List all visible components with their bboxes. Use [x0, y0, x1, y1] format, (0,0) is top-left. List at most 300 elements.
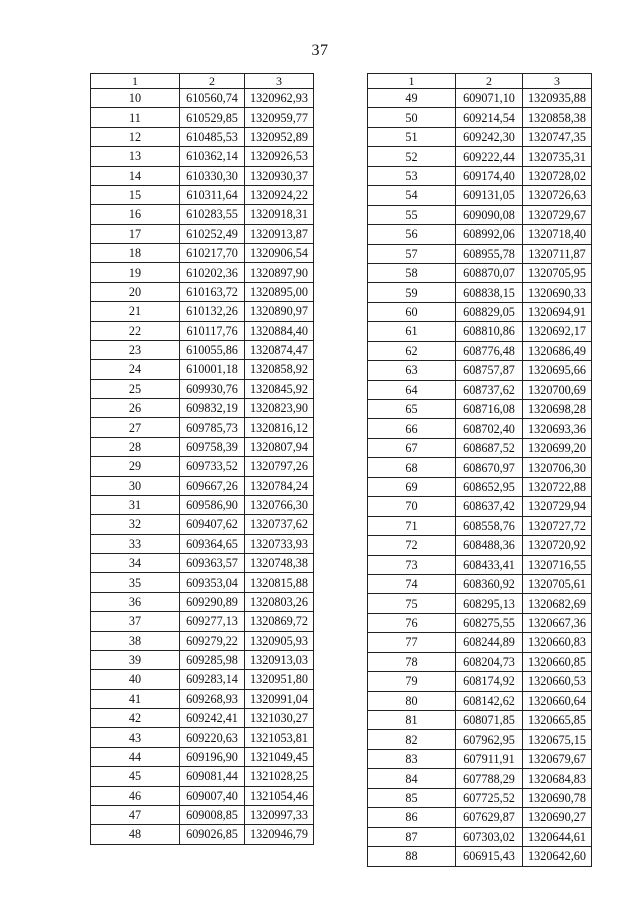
table-row	[91, 340, 314, 359]
point-number-cell: 47	[91, 805, 180, 824]
y-coordinate-cell: 1320926,53	[245, 147, 314, 166]
point-number-cell: 71	[368, 516, 456, 535]
point-number-cell: 49	[368, 89, 456, 108]
y-coordinate-cell: 1320823,90	[245, 399, 314, 418]
table-row	[91, 709, 314, 728]
table-row	[368, 438, 592, 457]
point-number-cell: 60	[368, 302, 456, 321]
y-coordinate-cell: 1320906,54	[245, 244, 314, 263]
y-coordinate-cell: 1321049,45	[245, 747, 314, 766]
y-coordinate-cell: 1320784,24	[245, 476, 314, 495]
y-coordinate-cell: 1320727,72	[523, 516, 592, 535]
x-coordinate-cell: 609242,41	[180, 709, 245, 728]
point-number-cell: 63	[368, 361, 456, 380]
x-coordinate-cell: 608776,48	[456, 341, 523, 360]
x-coordinate-cell: 610362,14	[180, 147, 245, 166]
x-coordinate-cell: 609586,90	[180, 495, 245, 514]
x-coordinate-cell: 608757,87	[456, 361, 523, 380]
x-coordinate-cell: 608955,78	[456, 244, 523, 263]
table-row	[368, 419, 592, 438]
point-number-cell: 23	[91, 340, 180, 359]
x-coordinate-cell: 609268,93	[180, 689, 245, 708]
y-coordinate-cell: 1320913,87	[245, 224, 314, 243]
y-coordinate-cell: 1320690,33	[523, 283, 592, 302]
point-number-cell: 22	[91, 321, 180, 340]
point-number-cell: 52	[368, 147, 456, 166]
y-coordinate-cell: 1320737,62	[245, 515, 314, 534]
y-coordinate-cell: 1320690,78	[523, 788, 592, 807]
point-number-cell: 74	[368, 574, 456, 593]
table-row	[91, 554, 314, 573]
point-number-cell: 13	[91, 147, 180, 166]
x-coordinate-cell: 609364,65	[180, 534, 245, 553]
point-number-cell: 58	[368, 263, 456, 282]
table-row	[91, 631, 314, 650]
y-coordinate-cell: 1321030,27	[245, 709, 314, 728]
y-coordinate-cell: 1320692,17	[523, 322, 592, 341]
y-coordinate-cell: 1320807,94	[245, 437, 314, 456]
table-row	[91, 728, 314, 747]
point-number-cell: 27	[91, 418, 180, 437]
x-coordinate-cell: 607788,29	[456, 769, 523, 788]
x-coordinate-cell: 610202,36	[180, 263, 245, 282]
column-header-y: 3	[245, 74, 314, 89]
column-header-number: 1	[368, 74, 456, 89]
table-row	[91, 302, 314, 321]
point-number-cell: 84	[368, 769, 456, 788]
table-row	[91, 573, 314, 592]
table-row	[91, 592, 314, 611]
y-coordinate-cell: 1320679,67	[523, 749, 592, 768]
y-coordinate-cell: 1320991,04	[245, 689, 314, 708]
table-row	[91, 224, 314, 243]
table-row	[91, 205, 314, 224]
y-coordinate-cell: 1320726,63	[523, 186, 592, 205]
y-coordinate-cell: 1320716,55	[523, 555, 592, 574]
point-number-cell: 40	[91, 670, 180, 689]
table-row	[91, 670, 314, 689]
table-row	[91, 437, 314, 456]
point-number-cell: 51	[368, 127, 456, 146]
x-coordinate-cell: 608071,85	[456, 711, 523, 730]
x-coordinate-cell: 606915,43	[456, 847, 523, 866]
x-coordinate-cell: 609081,44	[180, 767, 245, 786]
table-row	[368, 283, 592, 302]
table-row	[91, 166, 314, 185]
table-row	[91, 399, 314, 418]
x-coordinate-cell: 610117,76	[180, 321, 245, 340]
table-row	[91, 767, 314, 786]
y-coordinate-cell: 1320699,20	[523, 438, 592, 457]
y-coordinate-cell: 1321054,46	[245, 786, 314, 805]
table-row	[91, 476, 314, 495]
table-row	[91, 534, 314, 553]
table-header-row	[91, 74, 314, 89]
y-coordinate-cell: 1320718,40	[523, 225, 592, 244]
y-coordinate-cell: 1320693,36	[523, 419, 592, 438]
point-number-cell: 26	[91, 399, 180, 418]
y-coordinate-cell: 1320711,87	[523, 244, 592, 263]
point-number-cell: 39	[91, 650, 180, 669]
point-number-cell: 38	[91, 631, 180, 650]
y-coordinate-cell: 1320951,80	[245, 670, 314, 689]
point-number-cell: 68	[368, 458, 456, 477]
table-row	[368, 127, 592, 146]
x-coordinate-cell: 609279,22	[180, 631, 245, 650]
table-row	[368, 205, 592, 224]
x-coordinate-cell: 608702,40	[456, 419, 523, 438]
table-row	[368, 225, 592, 244]
x-coordinate-cell: 609832,19	[180, 399, 245, 418]
table-row	[91, 457, 314, 476]
x-coordinate-cell: 609007,40	[180, 786, 245, 805]
point-number-cell: 14	[91, 166, 180, 185]
y-coordinate-cell: 1320644,61	[523, 827, 592, 846]
y-coordinate-cell: 1320735,31	[523, 147, 592, 166]
y-coordinate-cell: 1320959,77	[245, 108, 314, 127]
y-coordinate-cell: 1320660,53	[523, 672, 592, 691]
x-coordinate-cell: 609290,89	[180, 592, 245, 611]
x-coordinate-cell: 609071,10	[456, 89, 523, 108]
point-number-cell: 12	[91, 127, 180, 146]
x-coordinate-cell: 608360,92	[456, 574, 523, 593]
x-coordinate-cell: 608716,08	[456, 400, 523, 419]
table-row	[91, 825, 314, 844]
coordinates-table-left	[90, 73, 314, 845]
table-row	[368, 652, 592, 671]
point-number-cell: 48	[91, 825, 180, 844]
x-coordinate-cell: 609353,04	[180, 573, 245, 592]
table-row	[91, 786, 314, 805]
x-coordinate-cell: 609285,98	[180, 650, 245, 669]
point-number-cell: 11	[91, 108, 180, 127]
point-number-cell: 19	[91, 263, 180, 282]
point-number-cell: 25	[91, 379, 180, 398]
x-coordinate-cell: 610560,74	[180, 89, 245, 108]
table-row	[368, 555, 592, 574]
x-coordinate-cell: 609733,52	[180, 457, 245, 476]
x-coordinate-cell: 610001,18	[180, 360, 245, 379]
point-number-cell: 57	[368, 244, 456, 263]
table-row	[91, 147, 314, 166]
point-number-cell: 18	[91, 244, 180, 263]
point-number-cell: 64	[368, 380, 456, 399]
column-header-x: 2	[180, 74, 245, 89]
point-number-cell: 62	[368, 341, 456, 360]
point-number-cell: 66	[368, 419, 456, 438]
point-number-cell: 33	[91, 534, 180, 553]
point-number-cell: 35	[91, 573, 180, 592]
point-number-cell: 10	[91, 89, 180, 108]
table-row	[368, 536, 592, 555]
y-coordinate-cell: 1320665,85	[523, 711, 592, 730]
y-coordinate-cell: 1320660,83	[523, 633, 592, 652]
table-row	[91, 185, 314, 204]
point-number-cell: 30	[91, 476, 180, 495]
point-number-cell: 59	[368, 283, 456, 302]
point-number-cell: 21	[91, 302, 180, 321]
y-coordinate-cell: 1320890,97	[245, 302, 314, 321]
point-number-cell: 88	[368, 847, 456, 866]
x-coordinate-cell: 609026,85	[180, 825, 245, 844]
table-row	[91, 689, 314, 708]
column-header-y: 3	[523, 74, 592, 89]
x-coordinate-cell: 608142,62	[456, 691, 523, 710]
table-row	[368, 147, 592, 166]
y-coordinate-cell: 1320895,00	[245, 282, 314, 301]
y-coordinate-cell: 1320905,93	[245, 631, 314, 650]
table-row	[368, 613, 592, 632]
column-header-x: 2	[456, 74, 523, 89]
point-number-cell: 15	[91, 185, 180, 204]
x-coordinate-cell: 607962,95	[456, 730, 523, 749]
point-number-cell: 75	[368, 594, 456, 613]
table-row	[91, 495, 314, 514]
x-coordinate-cell: 609283,14	[180, 670, 245, 689]
x-coordinate-cell: 608204,73	[456, 652, 523, 671]
y-coordinate-cell: 1320733,93	[245, 534, 314, 553]
x-coordinate-cell: 609785,73	[180, 418, 245, 437]
x-coordinate-cell: 609222,44	[456, 147, 523, 166]
table-row	[368, 400, 592, 419]
table-row	[368, 633, 592, 652]
table-row	[91, 244, 314, 263]
table-row	[91, 127, 314, 146]
point-number-cell: 55	[368, 205, 456, 224]
x-coordinate-cell: 607725,52	[456, 788, 523, 807]
table-row	[368, 477, 592, 496]
x-coordinate-cell: 607303,02	[456, 827, 523, 846]
point-number-cell: 80	[368, 691, 456, 710]
x-coordinate-cell: 610217,70	[180, 244, 245, 263]
point-number-cell: 41	[91, 689, 180, 708]
x-coordinate-cell: 608838,15	[456, 283, 523, 302]
x-coordinate-cell: 608829,05	[456, 302, 523, 321]
point-number-cell: 16	[91, 205, 180, 224]
y-coordinate-cell: 1320729,67	[523, 205, 592, 224]
point-number-cell: 83	[368, 749, 456, 768]
y-coordinate-cell: 1320729,94	[523, 497, 592, 516]
x-coordinate-cell: 609930,76	[180, 379, 245, 398]
point-number-cell: 28	[91, 437, 180, 456]
x-coordinate-cell: 608244,89	[456, 633, 523, 652]
table-row	[368, 108, 592, 127]
x-coordinate-cell: 607629,87	[456, 808, 523, 827]
x-coordinate-cell: 608295,13	[456, 594, 523, 613]
table-row	[368, 594, 592, 613]
point-number-cell: 86	[368, 808, 456, 827]
point-number-cell: 43	[91, 728, 180, 747]
table-row	[368, 341, 592, 360]
x-coordinate-cell: 608488,36	[456, 536, 523, 555]
table-row	[368, 244, 592, 263]
table-header-row	[368, 74, 592, 89]
y-coordinate-cell: 1320858,38	[523, 108, 592, 127]
table-row	[368, 302, 592, 321]
table-row	[368, 769, 592, 788]
y-coordinate-cell: 1321053,81	[245, 728, 314, 747]
point-number-cell: 81	[368, 711, 456, 730]
table-row	[91, 360, 314, 379]
x-coordinate-cell: 608992,06	[456, 225, 523, 244]
y-coordinate-cell: 1320698,28	[523, 400, 592, 419]
x-coordinate-cell: 609214,54	[456, 108, 523, 127]
point-number-cell: 65	[368, 400, 456, 419]
x-coordinate-cell: 607911,91	[456, 749, 523, 768]
x-coordinate-cell: 608670,97	[456, 458, 523, 477]
table-row	[368, 380, 592, 399]
x-coordinate-cell: 609277,13	[180, 612, 245, 631]
x-coordinate-cell: 608810,86	[456, 322, 523, 341]
point-number-cell: 67	[368, 438, 456, 457]
point-number-cell: 34	[91, 554, 180, 573]
table-row	[91, 108, 314, 127]
x-coordinate-cell: 610485,53	[180, 127, 245, 146]
table-row	[368, 497, 592, 516]
x-coordinate-cell: 609242,30	[456, 127, 523, 146]
x-coordinate-cell: 608558,76	[456, 516, 523, 535]
x-coordinate-cell: 609131,05	[456, 186, 523, 205]
table-row	[91, 263, 314, 282]
x-coordinate-cell: 610252,49	[180, 224, 245, 243]
x-coordinate-cell: 608687,52	[456, 438, 523, 457]
table-row	[368, 730, 592, 749]
table-row	[368, 672, 592, 691]
y-coordinate-cell: 1320845,92	[245, 379, 314, 398]
point-number-cell: 37	[91, 612, 180, 631]
y-coordinate-cell: 1321028,25	[245, 767, 314, 786]
table-row	[91, 418, 314, 437]
y-coordinate-cell: 1320884,40	[245, 321, 314, 340]
x-coordinate-cell: 608433,41	[456, 555, 523, 574]
table-row	[368, 827, 592, 846]
table-row	[368, 166, 592, 185]
y-coordinate-cell: 1320997,33	[245, 805, 314, 824]
y-coordinate-cell: 1320874,47	[245, 340, 314, 359]
point-number-cell: 61	[368, 322, 456, 341]
point-number-cell: 24	[91, 360, 180, 379]
x-coordinate-cell: 609363,57	[180, 554, 245, 573]
x-coordinate-cell: 610529,85	[180, 108, 245, 127]
y-coordinate-cell: 1320700,69	[523, 380, 592, 399]
y-coordinate-cell: 1320682,69	[523, 594, 592, 613]
table-row	[368, 691, 592, 710]
y-coordinate-cell: 1320930,37	[245, 166, 314, 185]
y-coordinate-cell: 1320667,36	[523, 613, 592, 632]
table-row	[91, 612, 314, 631]
point-number-cell: 87	[368, 827, 456, 846]
y-coordinate-cell: 1320722,88	[523, 477, 592, 496]
table-row	[368, 847, 592, 866]
point-number-cell: 44	[91, 747, 180, 766]
page-number: 37	[311, 42, 329, 59]
table-row	[368, 808, 592, 827]
point-number-cell: 31	[91, 495, 180, 514]
x-coordinate-cell: 610330,30	[180, 166, 245, 185]
table-row	[368, 458, 592, 477]
point-number-cell: 69	[368, 477, 456, 496]
point-number-cell: 46	[91, 786, 180, 805]
y-coordinate-cell: 1320815,88	[245, 573, 314, 592]
x-coordinate-cell: 608174,92	[456, 672, 523, 691]
point-number-cell: 79	[368, 672, 456, 691]
y-coordinate-cell: 1320728,02	[523, 166, 592, 185]
y-coordinate-cell: 1320705,95	[523, 263, 592, 282]
table-row	[368, 361, 592, 380]
point-number-cell: 73	[368, 555, 456, 574]
column-header-number: 1	[91, 74, 180, 89]
x-coordinate-cell: 609220,63	[180, 728, 245, 747]
y-coordinate-cell: 1320706,30	[523, 458, 592, 477]
y-coordinate-cell: 1320952,89	[245, 127, 314, 146]
point-number-cell: 54	[368, 186, 456, 205]
y-coordinate-cell: 1320816,12	[245, 418, 314, 437]
point-number-cell: 42	[91, 709, 180, 728]
point-number-cell: 50	[368, 108, 456, 127]
point-number-cell: 53	[368, 166, 456, 185]
table-row	[91, 379, 314, 398]
y-coordinate-cell: 1320766,30	[245, 495, 314, 514]
point-number-cell: 45	[91, 767, 180, 786]
y-coordinate-cell: 1320694,91	[523, 302, 592, 321]
y-coordinate-cell: 1320858,92	[245, 360, 314, 379]
point-number-cell: 76	[368, 613, 456, 632]
x-coordinate-cell: 609196,90	[180, 747, 245, 766]
x-coordinate-cell: 608737,62	[456, 380, 523, 399]
x-coordinate-cell: 610132,26	[180, 302, 245, 321]
y-coordinate-cell: 1320869,72	[245, 612, 314, 631]
x-coordinate-cell: 609174,40	[456, 166, 523, 185]
table-row	[91, 747, 314, 766]
y-coordinate-cell: 1320705,61	[523, 574, 592, 593]
y-coordinate-cell: 1320924,22	[245, 185, 314, 204]
table-row	[91, 321, 314, 340]
y-coordinate-cell: 1320684,83	[523, 769, 592, 788]
table-row	[368, 516, 592, 535]
x-coordinate-cell: 608652,95	[456, 477, 523, 496]
y-coordinate-cell: 1320747,35	[523, 127, 592, 146]
point-number-cell: 77	[368, 633, 456, 652]
x-coordinate-cell: 608637,42	[456, 497, 523, 516]
table-row	[368, 263, 592, 282]
point-number-cell: 17	[91, 224, 180, 243]
table-row	[368, 89, 592, 108]
y-coordinate-cell: 1320660,64	[523, 691, 592, 710]
table-row	[91, 282, 314, 301]
x-coordinate-cell: 609758,39	[180, 437, 245, 456]
y-coordinate-cell: 1320797,26	[245, 457, 314, 476]
x-coordinate-cell: 610283,55	[180, 205, 245, 224]
y-coordinate-cell: 1320660,85	[523, 652, 592, 671]
table-row	[91, 515, 314, 534]
y-coordinate-cell: 1320748,38	[245, 554, 314, 573]
y-coordinate-cell: 1320695,66	[523, 361, 592, 380]
point-number-cell: 20	[91, 282, 180, 301]
point-number-cell: 85	[368, 788, 456, 807]
table-row	[368, 186, 592, 205]
y-coordinate-cell: 1320686,49	[523, 341, 592, 360]
point-number-cell: 72	[368, 536, 456, 555]
y-coordinate-cell: 1320642,60	[523, 847, 592, 866]
y-coordinate-cell: 1320962,93	[245, 89, 314, 108]
table-row	[368, 749, 592, 768]
y-coordinate-cell: 1320935,88	[523, 89, 592, 108]
x-coordinate-cell: 610163,72	[180, 282, 245, 301]
x-coordinate-cell: 610055,86	[180, 340, 245, 359]
table-row	[368, 711, 592, 730]
table-row	[368, 788, 592, 807]
y-coordinate-cell: 1320946,79	[245, 825, 314, 844]
